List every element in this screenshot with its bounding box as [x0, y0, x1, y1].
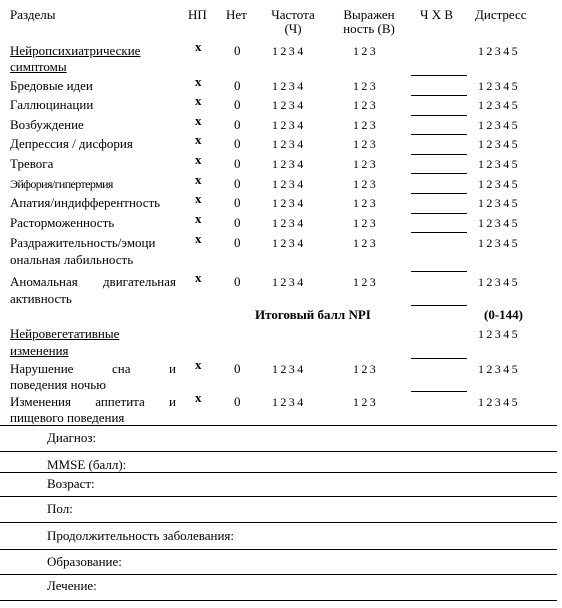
row-label: Апатия/индифферентность: [10, 195, 161, 210]
field-diagnosis: Диагноз:: [47, 430, 97, 445]
distress-scale: 1 2 3 4 5: [478, 118, 518, 132]
distress-scale: 1 2 3 4 5: [478, 395, 518, 409]
row-label: Бредовые идеи: [10, 78, 93, 93]
distress-scale: 1 2 3 4 5: [478, 327, 518, 341]
sev-scale: 1 2 3: [353, 98, 376, 112]
distress-scale: 1 2 3 4 5: [478, 79, 518, 93]
freq-scale: 1 2 3 4: [272, 196, 303, 210]
freq-scale: 1 2 3 4: [272, 216, 303, 230]
mark-zero: 0: [234, 274, 241, 289]
mark-zero: 0: [234, 235, 241, 250]
mark-zero: 0: [234, 136, 241, 151]
fxs-blank: [411, 358, 467, 359]
mark-x: x: [195, 132, 202, 147]
fxs-blank: [411, 173, 467, 174]
footer-rule: [0, 451, 557, 452]
footer-rule: [0, 425, 557, 426]
row-label: Раздражительность/эмоци ональная лабильность: [10, 235, 156, 267]
sev-scale: 1 2 3: [353, 216, 376, 230]
mark-x: x: [195, 74, 202, 89]
sev-scale: 1 2 3: [353, 362, 376, 376]
sev-scale: 1 2 3: [353, 137, 376, 151]
fxs-blank: [411, 115, 467, 116]
total-range: (0-144): [484, 307, 523, 322]
freq-scale: 1 2 3 4: [272, 177, 303, 191]
freq-scale: 1 2 3 4: [272, 362, 303, 376]
sev-scale: 1 2 3: [353, 395, 376, 409]
mark-zero: 0: [234, 43, 241, 58]
footer-rule: [0, 549, 557, 550]
fxs-blank: [411, 154, 467, 155]
row-label: Галлюцинации: [10, 97, 94, 112]
mark-zero: 0: [234, 215, 241, 230]
mark-zero: 0: [234, 78, 241, 93]
footer-rule: [0, 496, 557, 497]
row-label: Возбуждение: [10, 117, 84, 132]
fxs-blank: [411, 232, 467, 233]
mark-zero: 0: [234, 156, 241, 171]
mark-x: x: [195, 191, 202, 206]
fxs-blank: [411, 193, 467, 194]
field-age: Возраст:: [47, 476, 95, 491]
mark-x: x: [195, 211, 202, 226]
mark-x: x: [195, 357, 202, 372]
freq-scale: 1 2 3 4: [272, 236, 303, 250]
field-treatment: Лечение:: [47, 578, 97, 593]
field-duration: Продолжительность заболевания:: [47, 528, 235, 543]
mark-x: x: [195, 39, 202, 54]
sev-scale: 1 2 3: [353, 196, 376, 210]
freq-scale: 1 2 3 4: [272, 79, 303, 93]
mark-zero: 0: [234, 394, 241, 409]
distress-scale: 1 2 3 4 5: [478, 362, 518, 376]
mark-x: x: [195, 270, 202, 285]
mark-zero: 0: [234, 195, 241, 210]
mark-zero: 0: [234, 176, 241, 191]
fxs-blank: [411, 213, 467, 214]
distress-scale: 1 2 3 4 5: [478, 177, 518, 191]
row-label: Изменения аппетита и пищевого поведения: [10, 394, 176, 425]
freq-scale: 1 2 3 4: [272, 137, 303, 151]
header-severity: Выражен ность (В): [343, 7, 395, 36]
header-np: НП: [188, 7, 207, 22]
distress-scale: 1 2 3 4 5: [478, 44, 518, 58]
header-no: Нет: [226, 7, 247, 22]
mark-x: x: [195, 93, 202, 108]
row-label: Эйфория/гипертермия: [10, 177, 113, 191]
mark-x: x: [195, 390, 202, 405]
row-label: Расторможенность: [10, 215, 115, 230]
header-section: Разделы: [10, 7, 56, 22]
mark-x: x: [195, 231, 202, 246]
footer-rule: [0, 600, 557, 601]
fxs-blank: [411, 134, 467, 135]
sev-scale: 1 2 3: [353, 177, 376, 191]
field-education: Образование:: [47, 554, 122, 569]
distress-scale: 1 2 3 4 5: [478, 236, 518, 250]
footer-rule: [0, 574, 557, 575]
mark-zero: 0: [234, 117, 241, 132]
freq-scale: 1 2 3 4: [272, 98, 303, 112]
freq-scale: 1 2 3 4: [272, 275, 303, 289]
mark-zero: 0: [234, 97, 241, 112]
sev-scale: 1 2 3: [353, 236, 376, 250]
fxs-blank: [411, 271, 467, 272]
mark-x: x: [195, 152, 202, 167]
group-neuro-title: Нейропсихиатрические симптомы: [10, 43, 141, 74]
distress-scale: 1 2 3 4 5: [478, 137, 518, 151]
mark-x: x: [195, 113, 202, 128]
footer-rule: [0, 472, 557, 473]
distress-scale: 1 2 3 4 5: [478, 196, 518, 210]
sev-scale: 1 2 3: [353, 44, 376, 58]
freq-scale: 1 2 3 4: [272, 395, 303, 409]
row-label: Аномальная двигательная активность: [10, 274, 176, 306]
sev-scale: 1 2 3: [353, 79, 376, 93]
distress-scale: 1 2 3 4 5: [478, 98, 518, 112]
fxs-blank: [411, 305, 467, 306]
sev-scale: 1 2 3: [353, 275, 376, 289]
row-label: Нарушение сна и поведения ночью: [10, 361, 176, 392]
freq-scale: 1 2 3 4: [272, 157, 303, 171]
group-veg-title: Нейровегетативные изменения: [10, 326, 120, 358]
distress-scale: 1 2 3 4 5: [478, 216, 518, 230]
mark-x: x: [195, 172, 202, 187]
row-label: Депрессия / дисфория: [10, 136, 133, 151]
footer-rule: [0, 522, 557, 523]
freq-scale: 1 2 3 4: [272, 118, 303, 132]
field-sex: Пол:: [47, 501, 73, 516]
fxs-blank: [411, 391, 467, 392]
header-frequency: Частота (Ч): [271, 7, 315, 36]
distress-scale: 1 2 3 4 5: [478, 157, 518, 171]
field-mmse: MMSE (балл):: [47, 457, 127, 472]
row-label: Тревога: [10, 156, 54, 171]
fxs-blank: [411, 95, 467, 96]
sev-scale: 1 2 3: [353, 118, 376, 132]
fxs-blank: [411, 75, 467, 76]
header-fxs: Ч Х В: [420, 7, 454, 22]
distress-scale: 1 2 3 4 5: [478, 275, 518, 289]
sev-scale: 1 2 3: [353, 157, 376, 171]
header-distress: Дистресс: [475, 7, 527, 22]
mark-zero: 0: [234, 361, 241, 376]
total-label: Итоговый балл NPI: [255, 307, 371, 322]
freq-scale: 1 2 3 4: [272, 44, 303, 58]
